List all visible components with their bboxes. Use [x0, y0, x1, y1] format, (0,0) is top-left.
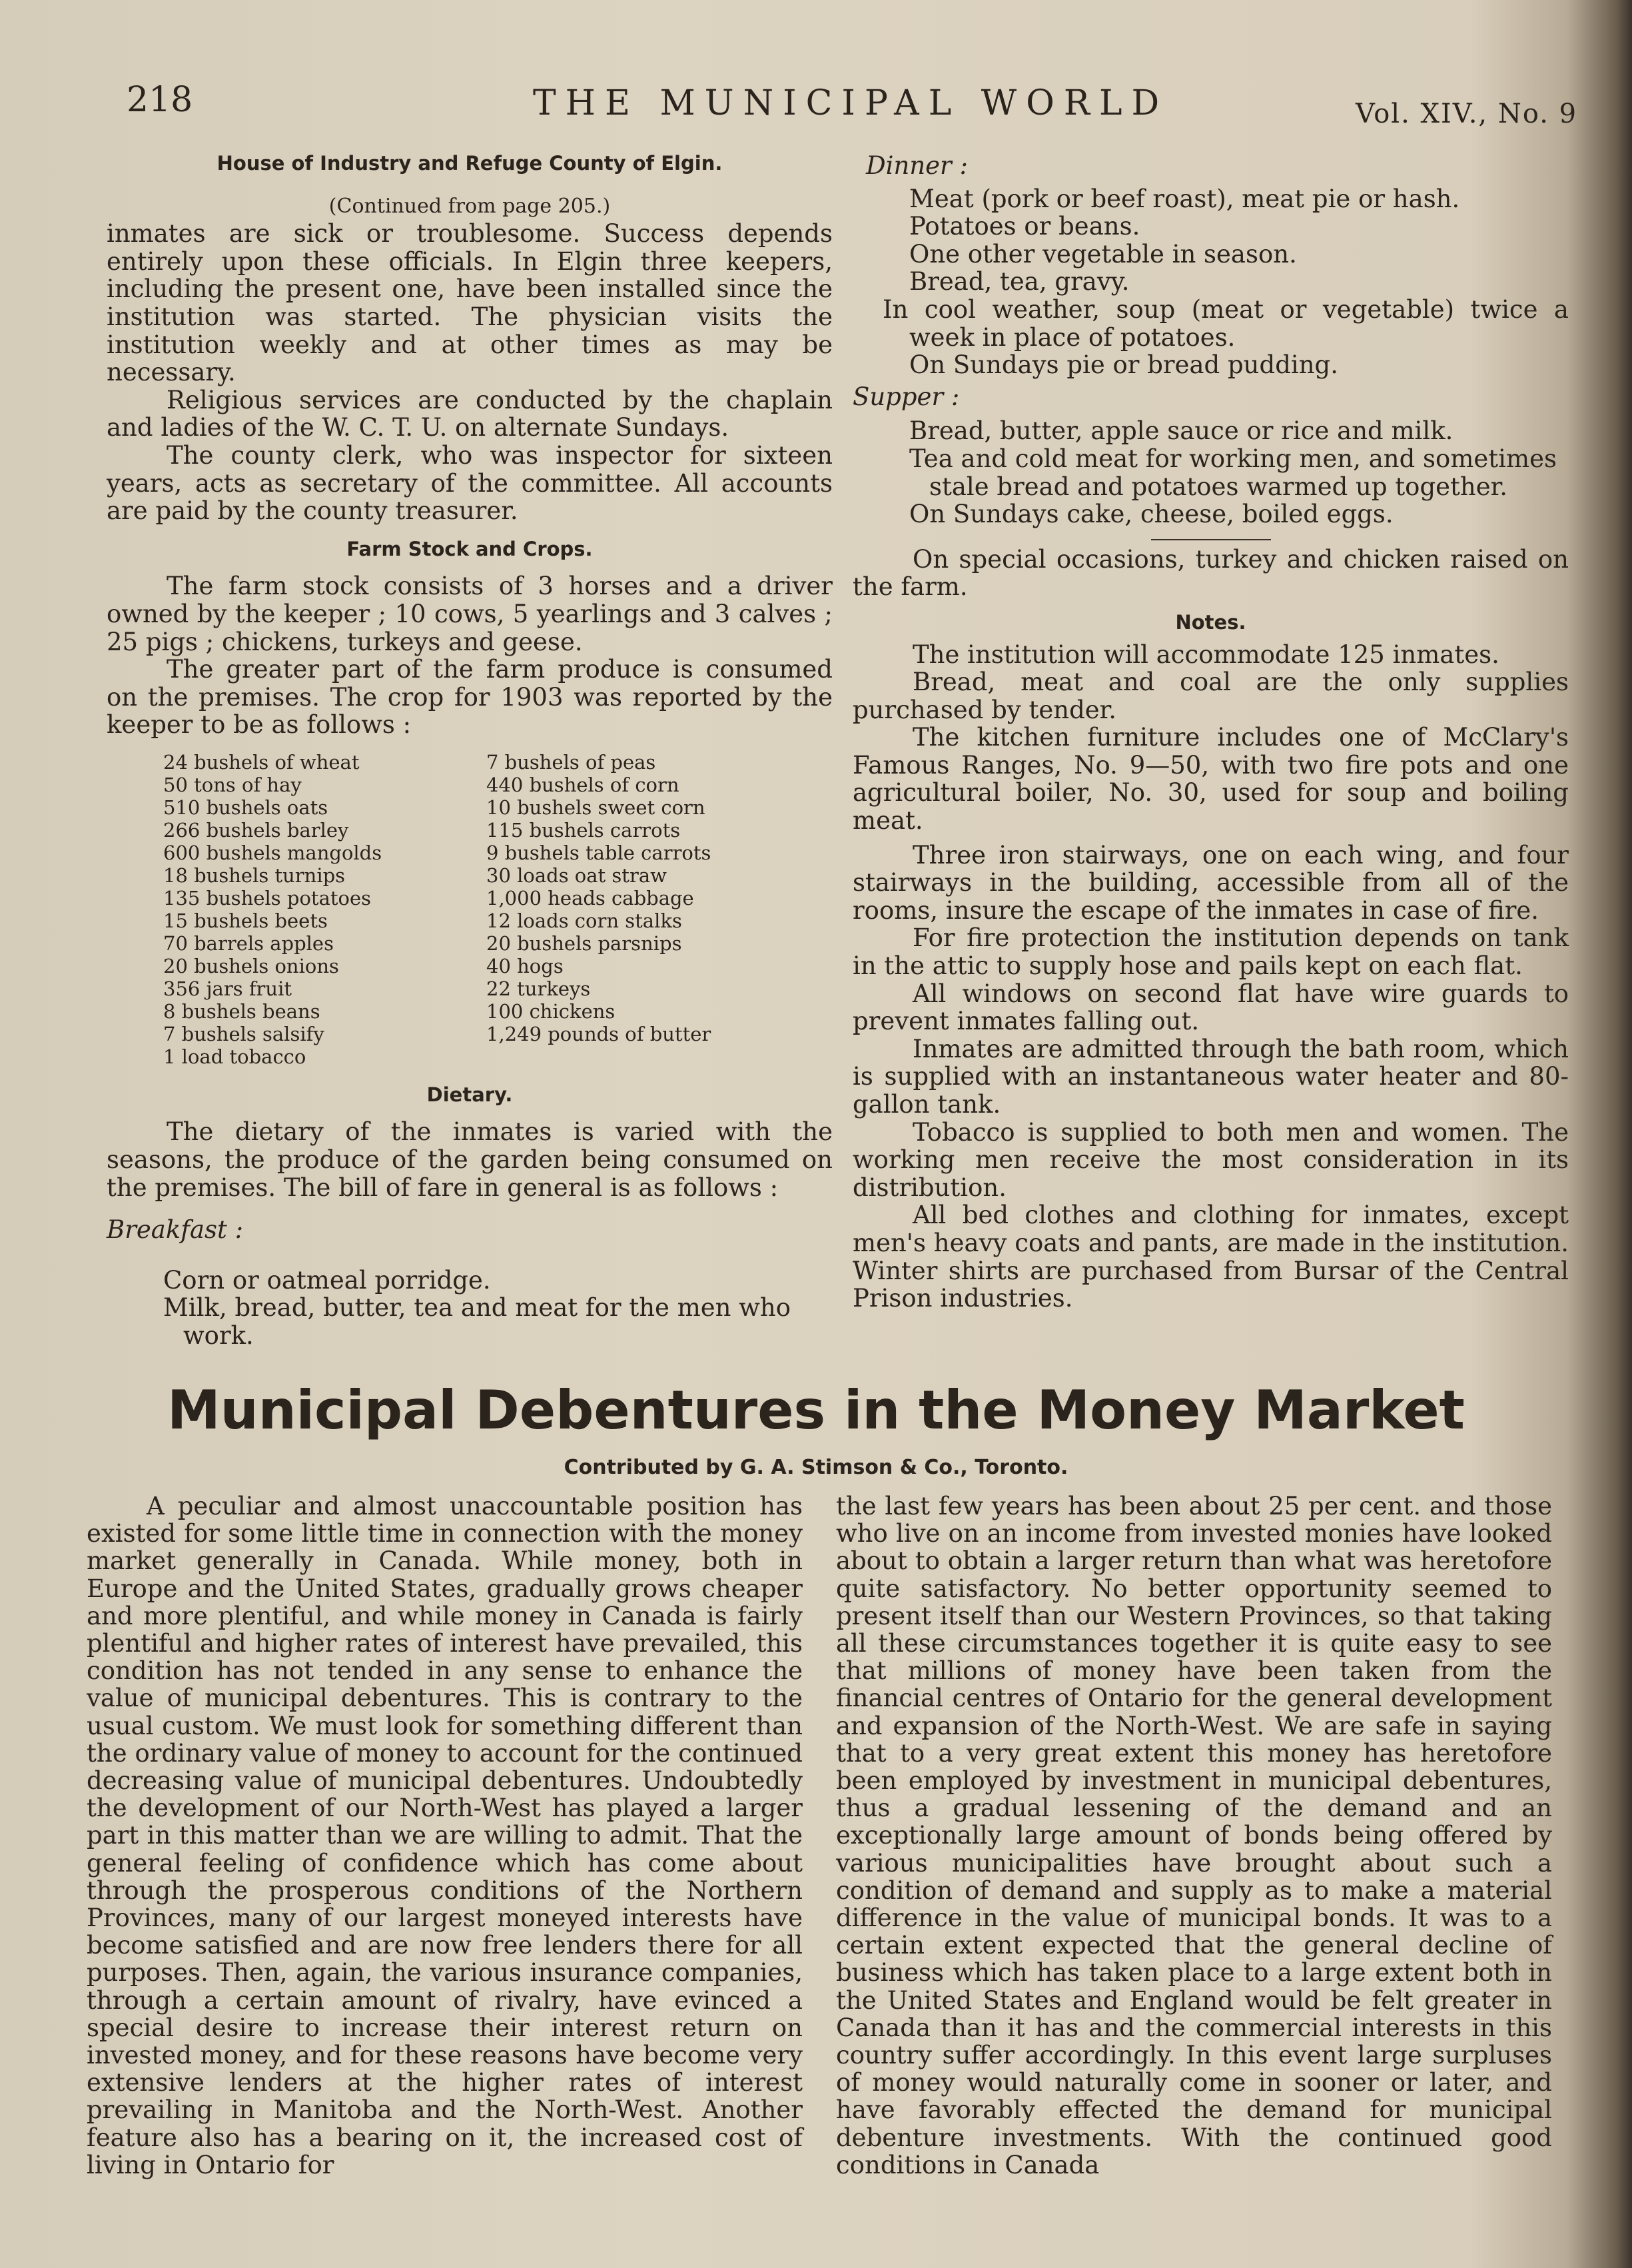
menu-label: Dinner :	[866, 151, 968, 180]
continued-note: (Continued from page 205.)	[328, 194, 611, 218]
crop-item: 18 bushels turnips	[163, 863, 346, 887]
crop-item: 9 bushels table carrots	[486, 841, 711, 864]
crop-item: 7 bushels of peas	[486, 750, 656, 774]
page-number: 218	[127, 80, 193, 120]
article-byline: Contributed by G. A. Stimson & Co., Toronto.	[564, 1456, 1068, 1479]
menu-item: Corn or oatmeal porridge.	[163, 1265, 491, 1295]
crop-item: 15 bushels beets	[163, 909, 328, 932]
paragraph: The institution will accommodate 125 inmates.	[913, 640, 1499, 669]
paragraph: Bread, meat and coal are the only supplies purchased by tender.	[853, 668, 1569, 724]
menu-item: Meat (pork or beef roast), meat pie or hash.	[909, 184, 1460, 213]
menu-label: Breakfast :	[107, 1215, 244, 1245]
menu-label: Supper :	[853, 382, 960, 411]
supper-list	[853, 417, 1569, 528]
crop-item: 70 barrels apples	[163, 931, 334, 955]
paragraph: Three iron stairways, one on each wing, and four stairways in the building, accessible from all of the rooms, insure the escape of the inmates in case of fire.	[853, 840, 1569, 925]
paragraph: The county clerk, who was inspector for sixteen years, acts as secretary of the committee. All accounts are paid by the county treasurer.	[107, 440, 833, 526]
paragraph: Religious services are conducted by the chaplain and ladies of the W. C. T. U. on alternate Sundays.	[107, 385, 833, 442]
crop-item: 24 bushels of wheat	[163, 750, 360, 774]
paragraph: inmates are sick or troublesome. Success depends entirely upon these officials. In Elgin three keepers, including the present one, have been installed since the institution was started. The physician visits the institution weekly and at other times as may be necessary.	[107, 219, 833, 387]
crop-item: 600 bushels mangolds	[163, 841, 382, 864]
paragraph: On special occasions, turkey and chicken raised on the farm.	[853, 544, 1569, 602]
paragraph: The dietary of the inmates is varied with the seasons, the produce of the garden being consumed on the premises. The bill of fare in general is as follows :	[107, 1117, 833, 1202]
crop-item: 1 load tobacco	[163, 1045, 306, 1068]
crop-item: 10 bushels sweet corn	[486, 796, 705, 819]
crop-list-right	[486, 751, 833, 1068]
crop-item: 115 bushels carrots	[486, 818, 681, 842]
running-title: THE MUNICIPAL WORLD	[533, 83, 1169, 123]
crop-item: 12 loads corn stalks	[486, 909, 682, 932]
paragraph: For fire protection the institution depends on tank in the attic to supply hose and pails kept on each flat.	[853, 923, 1569, 981]
crop-item: 7 bushels salsify	[163, 1022, 324, 1045]
section-heading: Notes.	[1175, 610, 1246, 634]
left-column	[107, 150, 833, 1350]
section-heading: Farm Stock and Crops.	[346, 537, 593, 560]
paragraph: Inmates are admitted through the bath room, which is supplied with an instantaneous water heater and 80-gallon tank.	[853, 1034, 1569, 1119]
dinner-list	[853, 185, 1569, 296]
article-title: Municipal Debentures in the Money Market	[167, 1379, 1465, 1441]
menu-item: In cool weather, soup (meat or vegetable) twice a week in place of potatoes.	[883, 294, 1569, 352]
menu-item: Bread, butter, apple sauce or rice and milk.	[909, 416, 1453, 446]
menu-item: On Sundays pie or bread pudding.	[909, 350, 1338, 380]
crop-item: 30 loads oat straw	[486, 863, 667, 887]
crop-item: 1,249 pounds of butter	[486, 1022, 711, 1045]
crop-item: 100 chickens	[486, 999, 615, 1023]
crop-item: 510 bushels oats	[163, 796, 328, 819]
crop-item: 356 jars fruit	[163, 977, 292, 1000]
paragraph: The farm stock consists of 3 horses and a driver owned by the keeper ; 10 cows, 5 yearlings and 3 calves ; 25 pigs ; chickens, turkeys and geese.	[107, 572, 833, 656]
article-left-column	[87, 1492, 803, 2179]
crop-item: 266 bushels barley	[163, 818, 349, 842]
right-column	[853, 152, 1569, 1313]
section-heading: House of Industry and Refuge County of Elgin.	[216, 152, 723, 175]
crop-list	[107, 751, 833, 1068]
crop-item: 22 turkeys	[486, 977, 591, 1000]
menu-item: Bread, tea, gravy.	[909, 267, 1130, 296]
menu-item: One other vegetable in season.	[909, 239, 1297, 269]
crop-list-left	[107, 751, 476, 1068]
paragraph: The greater part of the farm produce is consumed on the premises. The crop for 1903 was reported by the keeper to be as follows :	[107, 655, 833, 740]
crop-item: 20 bushels parsnips	[486, 931, 682, 955]
paragraph: All windows on second flat have wire guards to prevent inmates falling out.	[853, 979, 1569, 1036]
menu-item: Tea and cold meat for working men, and sometimes stale bread and potatoes warmed up together.	[909, 444, 1557, 501]
menu-item: Milk, bread, butter, tea and meat for the men who work.	[163, 1293, 791, 1351]
paragraph: All bed clothes and clothing for inmates, except men's heavy coats and pants, are made in the institution. Winter shirts are purchased from Bursar of the Central Prison industries.	[853, 1201, 1569, 1313]
crop-item: 20 bushels onions	[163, 954, 339, 977]
breakfast-list	[107, 1267, 833, 1350]
paragraph: A peculiar and almost unaccountable position has existed for some little time in connection with the money market generally in Canada. While money, both in Europe and the United States, gradually grows cheaper and more plentiful, and while money in Canada is fairly plentiful and higher rates of interest have prevailed, this condition has not tended in any sense to enhance the value of municipal debentures. This is contrary to the usual custom. We must look for something different than the ordinary value of money to account for the continued decreasing value of municipal debentures. Undoubtedly the development of our North-West has played a larger part in this matter than we are willing to admit. That the general feeling of confidence which has come about through the prosperous conditions of the Northern Provinces, many of our largest moneyed interests have become satisfied and are now free lenders there for all purposes. Then, again, the various insurance companies, through a certain amount of rivalry, have evinced a special desire to increase their interest return on invested money, and for these reasons have become very extensive lenders at the higher rates of interest prevailing in Manitoba and the North-West. Another feature also has a bearing on it, the increased cost of living in Ontario for	[87, 1492, 803, 2179]
crop-item: 135 bushels potatoes	[163, 886, 372, 909]
menu-item: Potatoes or beans.	[909, 212, 1140, 241]
paragraph: The kitchen furniture includes one of McClary's Famous Ranges, No. 9—50, with two fire pots and one agricultural boiler, No. 30, used for soup and boiling meat.	[853, 723, 1569, 836]
crop-item: 8 bushels beans	[163, 999, 320, 1023]
section-heading: Dietary.	[426, 1083, 513, 1106]
divider	[1151, 539, 1271, 540]
crop-item: 50 tons of hay	[163, 773, 302, 796]
crop-item: 1,000 heads cabbage	[486, 886, 694, 909]
volume-number: Vol. XIV., No. 9	[1356, 99, 1578, 129]
paragraph: the last few years has been about 25 per cent. and those who live on an income from invested monies have looked about to obtain a larger return than what was heretofore quite satisfactory. No better opportunity seemed to present itself than our Western Provinces, so that taking all these circumstances together it is quite easy to see that millions of money have been taken from the financial centres of Ontario for the general development and expansion of the North-West. We are safe in saying that to a very great extent this money has heretofore been employed by investment in municipal debentures, thus a gradual lessening of the demand and an exceptionally large amount of bonds being offered by various municipalities have brought about such a condition of demand and supply as to make a material difference in the value of municipal bonds. It was to a certain extent expected that the general decline of business which has taken place to a large extent both in the United States and England would be felt greater in Canada than it has and the commercial interests in this country suffer accordingly. In this event large surpluses of money would naturally come in sooner or later, and have favorably effected the demand for municipal debenture investments. With the continued good conditions in Canada	[836, 1492, 1552, 2179]
paragraph: Tobacco is supplied to both men and women. The working men receive the most consideration in its distribution.	[853, 1117, 1569, 1202]
article-right-column	[836, 1492, 1552, 2179]
menu-item: On Sundays cake, cheese, boiled eggs.	[909, 500, 1394, 529]
crop-item: 40 hogs	[486, 954, 564, 977]
crop-item: 440 bushels of corn	[486, 773, 679, 796]
